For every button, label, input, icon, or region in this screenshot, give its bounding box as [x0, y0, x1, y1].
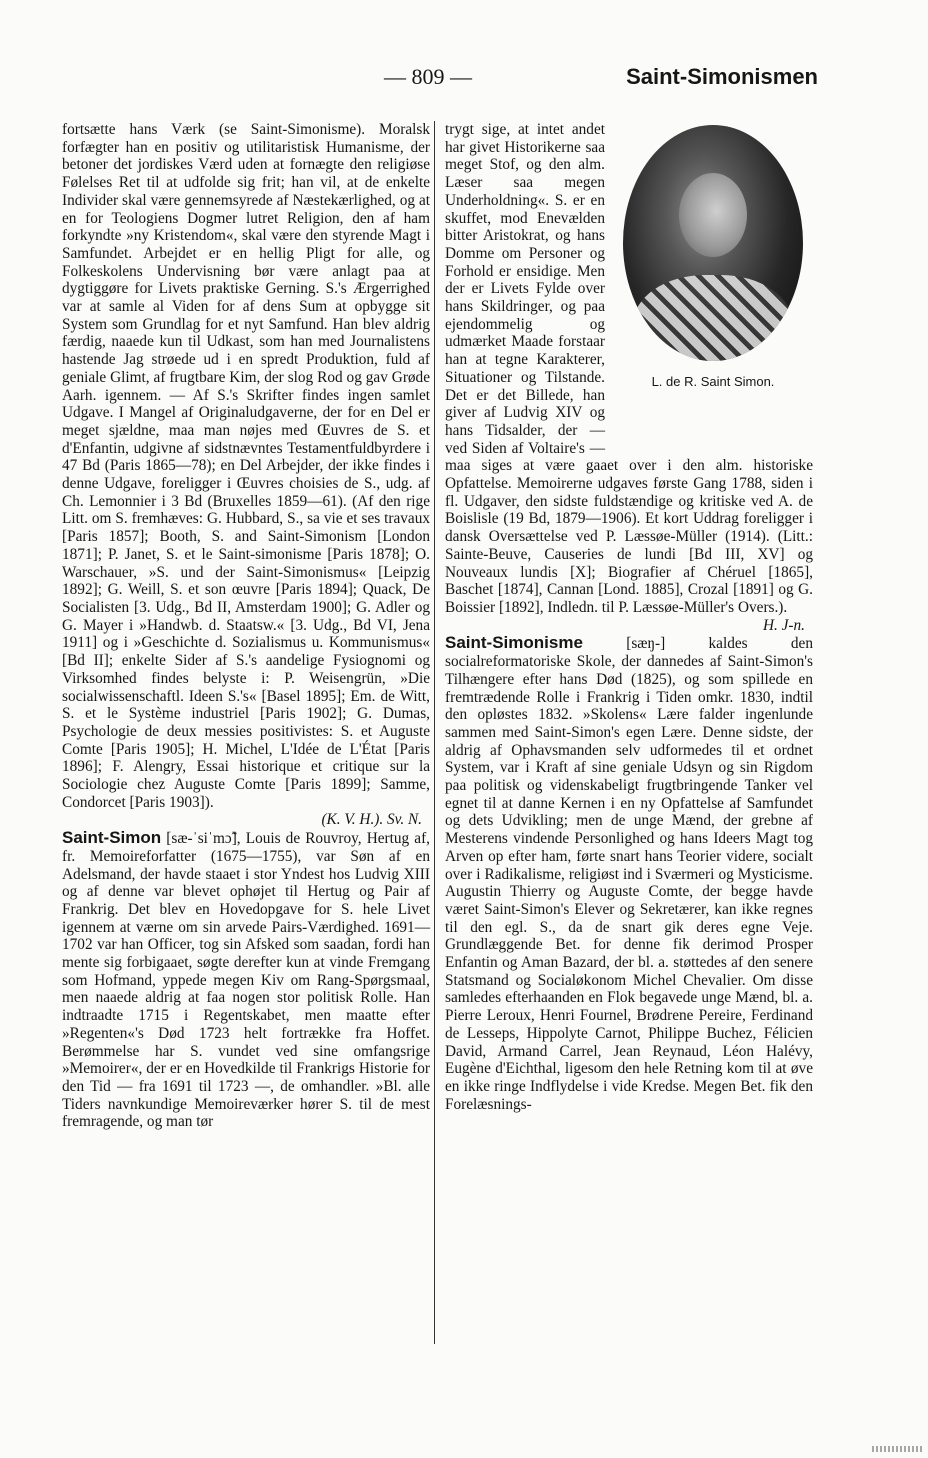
entry-headword: Saint-Simonisme — [445, 633, 583, 653]
paragraph-memoirs: trygt sige, at intet andet har givet Historikerne saa meget Stof, og den alm. Læser saa megen Underholdning«. S. er en skuffet, mod Enevælden bitter Aristokrat, og hans Domme om Personer og Forhold er ensidige. Men der er Livets Fylde over hans Skildringer, og paa ejendommelig og udmærket Maade forstaar han at tegne Karakterer, Situationer og Tilstande. Det er det Billede, han giver af Ludvig XIV og hans Tidsalder, der — ved Siden af Voltaire's — maa siges at være gaaet over i den alm. historiske Opfattelse. Memoirerne udgaves første Gang 1788, siden i fl. Udgaver, den sidste fuldstændige og kritiske ved A. de Boislisle (19 Bd, 1879—1906). Et kort Uddrag foreligger i dansk Oversættelse ved P. Læssøe-Müller (1914). (Litt.: Sainte-Beuve, Causeries de lundi [Bd III, XV] og Nouveaux lundis [X]; Biografier af Chéruel [1865], Baschet [1874], Cannan [Lond. 1885], Crozal [1891] og G. Boissier [1892], Indledn. til P. Læssøe-Müller's Overs.). — [445, 121, 813, 616]
page-number: — 809 — — [384, 64, 472, 89]
entry-text: [sæ-ˈsiˈmɔ̃], Louis de Rouvroy, Hertug af, fr. Memoireforfatter (1675—1755), var Søn af en Adelsmand, der havde staaet i stor Yndest hos Ludvig XIII og af denne var blevet ophøjet til Hertug og Pair af Frankrig. Det blev en Hovedopgave for S. hele Livet igennem at værne om sin arvede Pairs-Værdighed. 1691—1702 var han Officer, tog sin Afsked som saadan, fordi han mente sig forbigaaet, søgte derefter kun at vinde Fremgang som Hofmand, yppede megen Kiv om Rang-Spørgsmaal, men naaede aldrig at faa nogen stor politisk Rolle. Han indtraadte 1715 i Regentskabet, men maatte efter »Regenten«'s Død 1723 helt fortrække fra Hoffet. Berømmelse har S. vundet ved sine omfangsrige »Memoirer«, der er en Hovedkilde til Frankrigs Historie for den Tid — fra 1691 til 1723 —, de omhandler. »Bl. alle Tiders navnkundige Memoireværker hører S. til de mest fremragende, og man tør — [62, 830, 430, 1131]
entry-saint-simonisme — [445, 634, 813, 1113]
entry-text: [sæŋ-] kaldes den socialreformatoriske Skole, der dannedes af Saint-Simon's Tilhængere efter hans Død (1825), og som spillede en fremtrædende Rolle i Frankrig i Tiden omkr. 1830, indtil den opløstes 1832. »Skolens« Lære falder ingenlunde sammen med Saint-Simon's egen Lære. Denne sidste, der aldrig af Ophavsmanden selv udformedes til et ordnet System, var i Kraft af sine geniale Udsyn og sin Rigdom paa politisk og videnskabeligt frugtbringende Tanker vel egnet til at danne Kernen i en ny Opfattelse af Samfundet og dets Udvikling; men de unge Mænd, der grebne af Mesterens vindende Personlighed og hans Ideers Magt tog Arven op efter ham, førte snart hans Teorier videre, socialt over i Radikalisme, religiøst ind i Sværmeri og Mysticisme. Augustin Thierry og Auguste Comte, der begge havde været Saint-Simon's Elever og Sekretærer, kan ikke regnes til den egl. S., da de snart gik deres egne Veje. Grundlæggende Bet. for denne fik derimod Prosper Enfantin og Aman Bazard, der bl. a. støttedes af den senere Statsmand og Socialøkonom Michel Chevalier. Om disse samledes efterhaanden en Flok begavede unge Mænd, bl. a. Pierre Leroux, Henri Fournel, Brødrene Pereire, Ferdinand de Lesseps, Hippolyte Carnot, Philippe Buchez, Félicien David, Armand Carrel, Jean Reynaud, Léon Halévy, Eugène d'Eichthal, ligesom den hele Retning kom til at øve en ikke ringe Indflydelse i vide Kredse. Megen Bet. fik den Forelæsnings- — [445, 635, 813, 1113]
entry-saint-simon-louis — [62, 829, 430, 1131]
column-divider — [434, 121, 435, 1344]
page-header — [0, 64, 928, 94]
scan-artifact — [872, 1446, 922, 1452]
running-head: Saint-Simonismen — [626, 64, 818, 89]
right-column — [445, 121, 813, 1113]
left-column — [62, 121, 430, 1131]
paragraph-saint-simon-works: fortsætte hans Værk (se Saint-Simonisme). Moralsk forfægter han en positiv og utilitaristisk Humanisme, der betoner det jordiskes Værd uden at fornægte den religiøse Følelses Ret til at udfolde sig frit; han vil, at de enkelte Individer skal være gennemsyrede af Næstekærlighed, og at en for Teologiens Dogmer lutret Religion, den af ham forkyndte »ny Kristendom«, skal være den styrende Magt i Samfundet. Arbejdet er en hellig Pligt for alle, og Folkeskolens Undervisning bør være anlagt paa at dygtiggøre for Livets praktiske Gerning. S.'s Ærgerrighed var at samle al Viden for af dens Sum at opbygge sit System som Grundlag for et nyt Samfund. Han blev aldrig færdig, naaede kun til Udkast, som han med Journalistens hastende Jag strøede ud i en spredt Produktion, fuld af geniale Glimt, af frugtbare Kim, der slog Rod og gav Grøde Aarh. igennem. — Af S.'s Skrifter findes ingen samlet Udgave. I Mangel af Originaludgaverne, der for en Del er meget sjældne, maa man nøjes med Œuvres de S. et d'Enfantin, udgivne af sidstnævntes Testamentfuldbyrdere i 47 Bd (Paris 1865—78); en Del Arbejder, der ikke findes i denne Udgave, foreligger i Œuvres choisies de S., udg. af Ch. Lemonnier i 3 Bd (Bruxelles 1859—61). (Af den rige Litt. om S. fremhæves: G. Hubbard, S., sa vie et ses travaux [Paris 1857]; Booth, S. and Saint-Simonism [London 1871]; P. Janet, S. et le Saint-simonisme [Paris 1878]; O. Warschauer, »S. und der Saint-Simonismus« [Leipzig 1892]; G. Weill, S. et son œuvre [Paris 1894]; Quack, De Socialisten [3. Udg., Bd II, Amsterdam 1900]; G. Adler og G. Mayer i »Handwb. d. Staatsw.« [3. Udg., Bd VI, Jena 1911] og i »Geschichte d. Sozialismus u. Kommunismus« [Bd II]; enkelte Sider af S.'s aandelige Fysiognomi og Virksomhed findes belyste i: P. Weisengrün, »Die socialwissenschaftl. Ideen S.'s« [Basel 1895]; Em. de Witt, S. et le Système industriel [Paris 1902]; G. Dumas, Psychologie de deux messies positivistes: S. et Auguste Comte [Paris 1905]; H. Michel, L'Idée de L'État [Paris 1896]; F. Alengry, Essai historique et critique sur la Sociologie chez Auguste Comte [Paris 1899]; Samme, Condorcet [Paris 1903]). — [62, 121, 430, 811]
signature: (K. V. H.). Sv. N. — [321, 811, 422, 829]
portrait-robe — [633, 275, 793, 361]
portrait-image — [623, 125, 803, 361]
signature: H. J-n. — [762, 616, 805, 634]
entry-headword: Saint-Simon — [62, 828, 162, 848]
figure-caption: L. de R. Saint Simon. — [651, 374, 775, 389]
portrait-figure — [613, 125, 813, 455]
portrait-face — [679, 173, 747, 257]
